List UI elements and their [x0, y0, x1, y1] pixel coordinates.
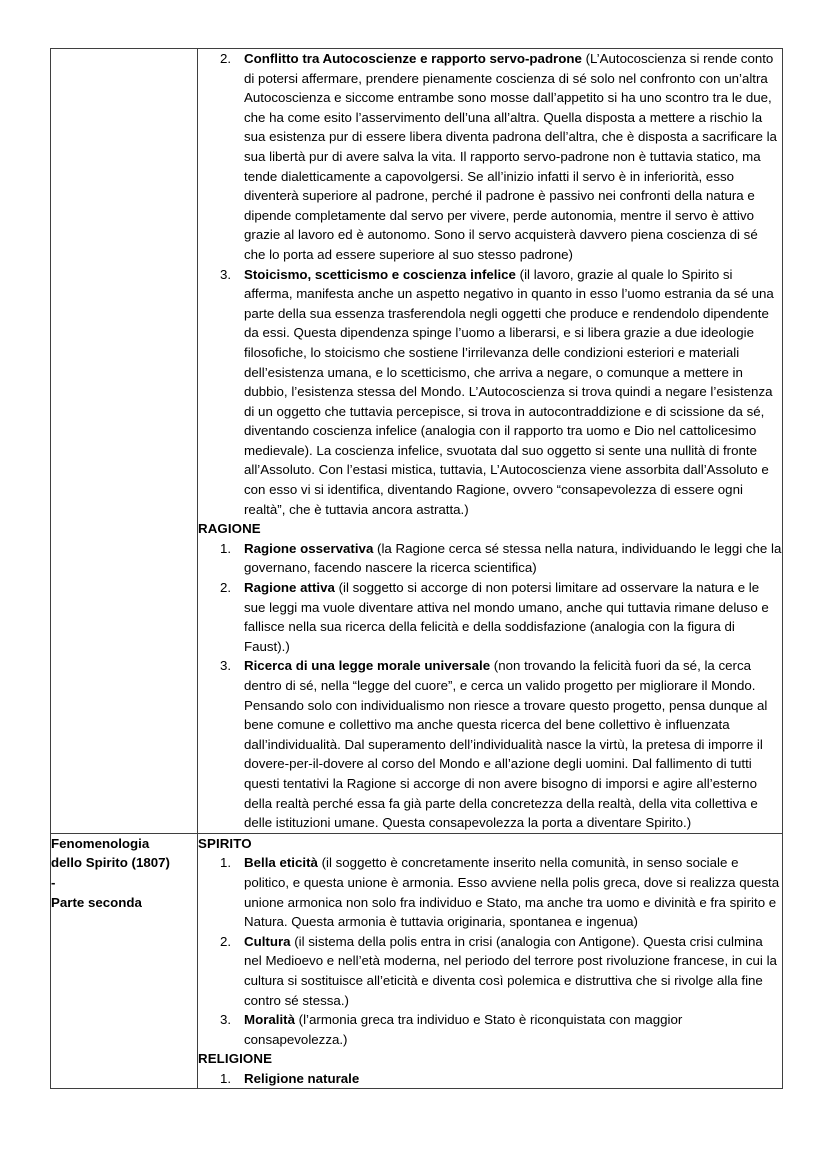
label-line: dello Spirito (1807)	[51, 855, 170, 871]
item-term: Moralità	[244, 1012, 295, 1028]
label-line: Parte seconda	[51, 894, 142, 910]
list-autocoscienza	[198, 49, 782, 519]
item-text: (la Ragione cerca sé stessa nella natura, individuando le leggi che la governano, facendo nascere la ricerca scientifica)	[244, 540, 782, 576]
list-spirito	[198, 853, 782, 1049]
item-text: (non trovando la felicità fuori da sé, la cerca dentro di sé, nella “legge del cuore”, e cerca un valido progetto per migliorare il Mondo. Pensando solo con individualismo non riesce a trovare questo progetto, pensa dunque al bene comune e collettivo ma anche questa ricerca del bene collettivo è influenzata dall’individualità. Dal superamento dell’individualità nasce la virtù, la pretesa di imporre il dovere-per-il-dovere al corso del Mondo e all’azione degli uomini. Dal fallimento di tutti questi tentativi la Ragione si accorge di non avere bisogno di imporsi e agire all’esterno della realtà perché essa fa già parte della concretezza della realtà, della vita collettiva e delle istituzioni umane. Questa consapevolezza la porta a diventare Spirito.)	[244, 658, 768, 831]
row-label-cell	[51, 833, 198, 1089]
item-text: (L’Autocoscienza si rende conto di potersi affermare, prendere pienamente coscienza di sé solo nel confronto con un’altra Autocoscienza e siccome entrambe sono mosse dall’appetito si ha uno scontro tra le due, che ha come esito l’asservimento dell’una all’altra. Quella disposta a mettere a rischio la sua esistenza pur di essere libera diventa padrona dell’altra, che è disposta a sacrificare la sua libertà pur di avere salva la vita. Il rapporto servo-padrone non è tuttavia statico, ma tende dialetticamente a capovolgersi. Se all’inizio infatti il servo è in inferiorità, esso diventerà superiore al padrone, perché il padrone è passivo nei confronti della natura e dipende completamente dal servo per vivere, perde autonomia, mentre il servo è attivo grazie al lavoro ed è autonomo. Sono il servo acquisterà davvero piena coscienza di sé che lo porta ad essere superiore al suo stesso padrone)	[244, 51, 777, 262]
section-heading-religione: RELIGIONE	[198, 1051, 273, 1067]
item-text: (il soggetto si accorge di non potersi limitare ad osservare la natura e le sue leggi ma vuole diventare attiva nel mondo umano, anche qui tuttavia rimane deluso e fallisce nella sua ricerca della felicità e della soddisfazione (analogia con la figura di Faust).)	[244, 580, 769, 654]
row-content-cell	[198, 49, 783, 834]
list-item	[244, 1069, 782, 1089]
row-label-cell	[51, 49, 198, 834]
list-ragione	[198, 539, 782, 833]
row-content-cell	[198, 833, 783, 1089]
list-item	[244, 1010, 782, 1049]
list-item	[244, 49, 782, 265]
item-term: Conflitto tra Autocoscienze e rapporto servo-padrone	[244, 51, 582, 66]
list-item	[244, 539, 782, 578]
list-item	[244, 932, 782, 1010]
section-heading-ragione: RAGIONE	[198, 521, 261, 537]
item-term: Ragione attiva	[244, 580, 335, 596]
table-row	[51, 833, 783, 1089]
table-row	[51, 49, 783, 834]
label-line: Fenomenologia	[51, 835, 150, 851]
item-term: Stoicismo, scetticismo e coscienza infelice	[244, 266, 516, 282]
label-line: -	[51, 874, 56, 890]
item-term: Ricerca di una legge morale universale	[244, 658, 491, 674]
item-term: Religione naturale	[244, 1070, 360, 1086]
item-term: Bella eticità	[244, 855, 318, 871]
item-term: Cultura	[244, 933, 291, 949]
list-item	[244, 265, 782, 520]
table-body	[51, 49, 783, 1089]
item-term: Ragione osservativa	[244, 540, 374, 556]
item-text: (il lavoro, grazie al quale lo Spirito si afferma, manifesta anche un aspetto negativo in quanto in esso l’uomo estrania da sé una parte della sua essenza trasferendola negli oggetti che produce e rendendolo dipendente da essi. Questa dipendenza spinge l’uomo a liberarsi, e si libera grazie a due ideologie filosofiche, lo stoicismo che sostiene l’irrilevanza delle condizioni esteriori e materiali dell’esistenza umana, e lo scetticismo, che arriva a negare, o comunque a mettere in dubbio, l’esistenza stessa del Mondo. L’Autocoscienza si trova quindi a negare l’esistenza di un oggetto che tuttavia percepisce, si trova in autocontraddizione e di scissione da sé, diventando coscienza infelice (analogia con il rapporto tra uomo e Dio nel cattolicesimo medievale). La coscienza infelice, svuotata dal suo oggetto si sente una nullità di fronte all’Assoluto. Con l’estasi mistica, tuttavia, L’Autocoscienza viene assorbita dall’Assoluto e con esso vi si identifica, diventando Ragione, ovvero “consapevolezza di essere ogni realtà”, che è tuttavia ancora astratta.)	[244, 266, 774, 517]
item-text: (il soggetto è concretamente inserito nella comunità, in senso sociale e politico, e questa unione è armonia. Esso avviene nella polis greca, dove si realizza questa unione armonica non solo fra individuo e Stato, ma anche tra uomo e divinità e fra spirito e Natura. Questa armonia è tuttavia originaria, spontanea e ingenua)	[244, 855, 780, 930]
item-text: (l’armonia greca tra individuo e Stato è riconquistata con maggior consapevolezza.)	[244, 1012, 683, 1047]
notes-table	[50, 48, 783, 1089]
list-item	[244, 853, 782, 931]
section-heading-spirito: SPIRITO	[198, 835, 252, 851]
list-religione	[198, 1069, 782, 1089]
list-item	[244, 656, 782, 832]
list-item	[244, 578, 782, 656]
item-text: (il sistema della polis entra in crisi (analogia con Antigone). Questa crisi culmina nel Medioevo e nell’età moderna, nel periodo del terrore post rivoluzione francese, in cui la cultura si sostituisce all’eticità e diventa così polemica e distruttiva che si rivolge alla fine contro sé stessa.)	[244, 933, 777, 1008]
